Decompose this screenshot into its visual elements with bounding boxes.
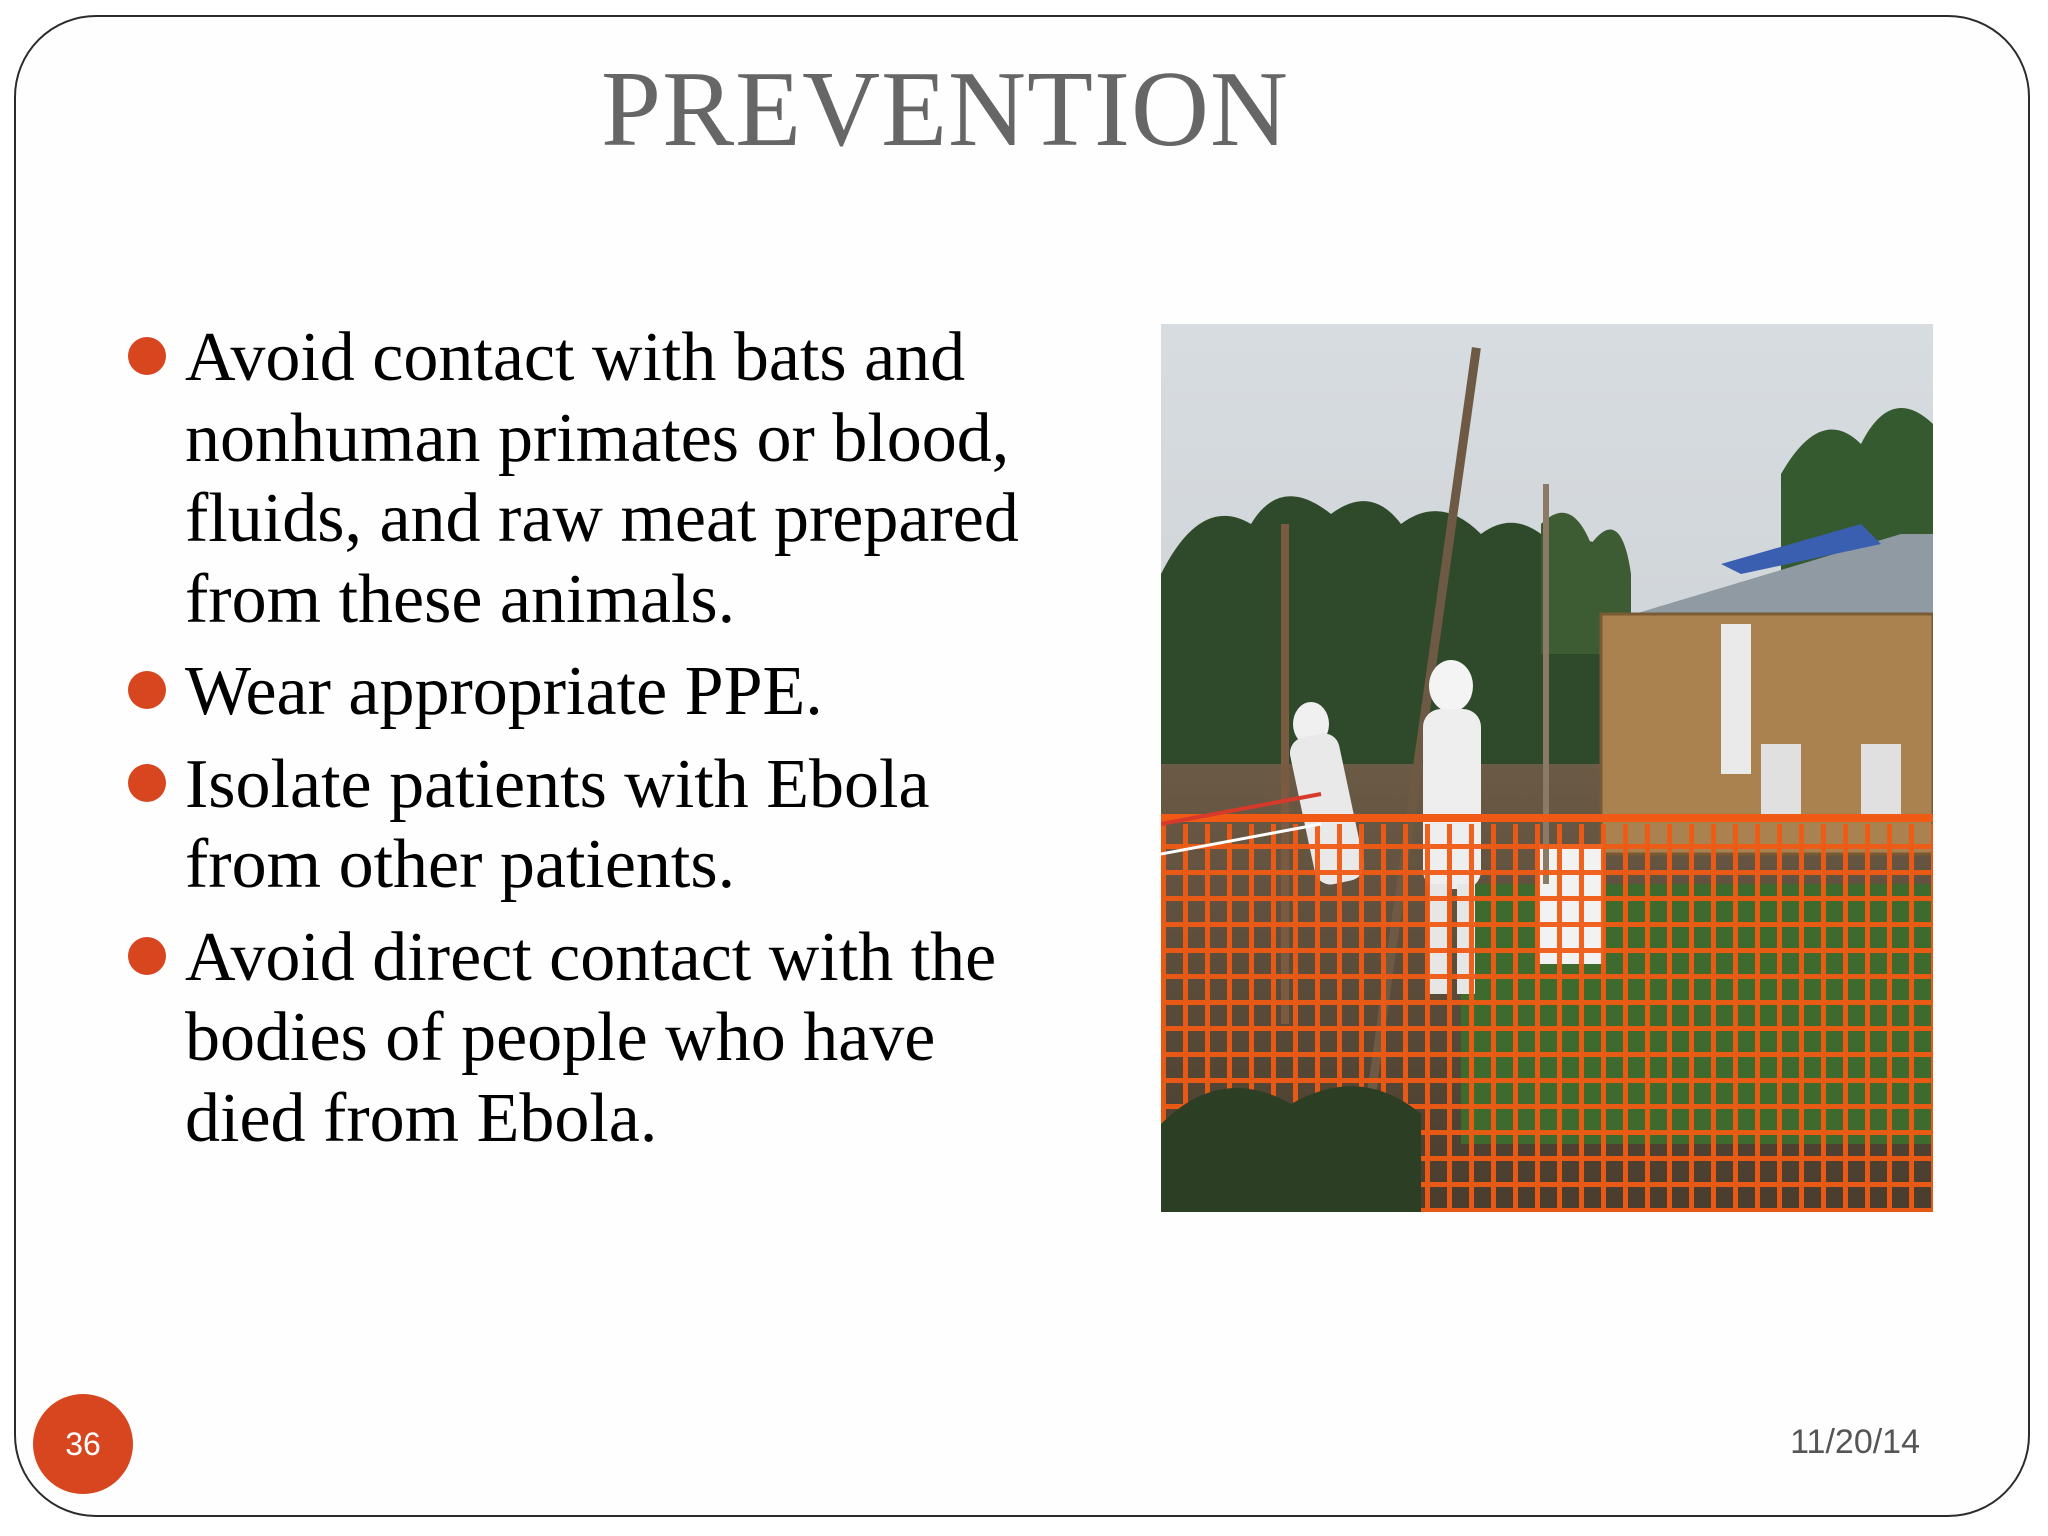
page-number-badge: 36 bbox=[33, 1394, 133, 1494]
bullet-item bbox=[128, 318, 1048, 640]
bullet-dot-icon bbox=[128, 337, 166, 375]
bullet-dot-icon bbox=[128, 764, 166, 802]
bullet-text: Isolate patients with Ebola from other patients. bbox=[185, 745, 930, 903]
bullet-dot-icon bbox=[128, 937, 166, 975]
bullet-list bbox=[128, 318, 1048, 1171]
bullet-item bbox=[128, 745, 1048, 906]
slide-title: PREVENTION bbox=[601, 50, 1289, 169]
bullet-item bbox=[128, 918, 1048, 1160]
ebola-site-photo bbox=[1161, 324, 1933, 1212]
bullet-text: Avoid contact with bats and nonhuman primates or blood, fluids, and raw meat prepared from these animals. bbox=[185, 319, 1019, 638]
bullet-text: Avoid direct contact with the bodies of people who have died from Ebola. bbox=[185, 918, 997, 1157]
bullet-dot-icon bbox=[128, 671, 166, 709]
slide-date: 11/20/14 bbox=[1790, 1423, 1920, 1461]
bullet-text: Wear appropriate PPE. bbox=[185, 653, 823, 730]
bullet-item bbox=[128, 652, 1048, 733]
